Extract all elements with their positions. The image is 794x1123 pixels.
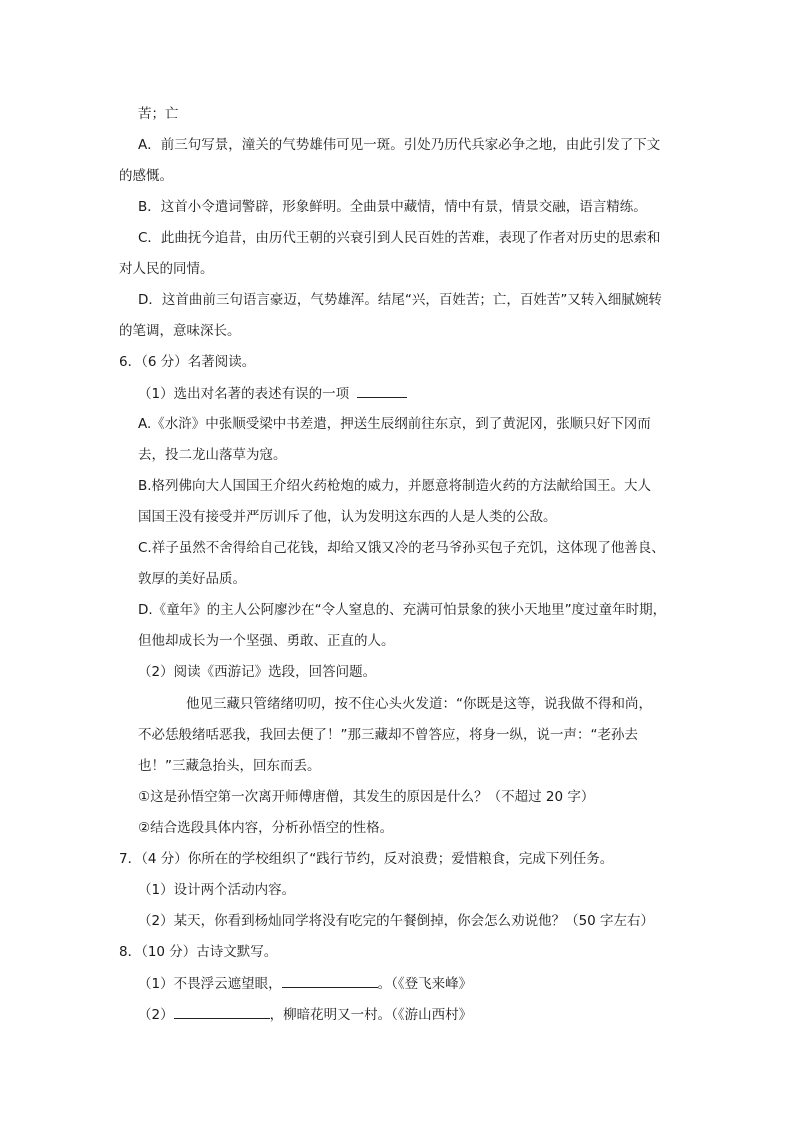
option-continuation: 苦；亡 bbox=[138, 106, 179, 122]
q8-1-prefix: （1）不畏浮云遮望眼， bbox=[138, 976, 282, 992]
q6-option-b-cont: 国国王没有接受并严厉训斥了他，认为发明这东西的人是人类的公敌。 bbox=[138, 509, 557, 525]
sub-question-2: ②结合选段具体内容，分析孙悟空的性格。 bbox=[138, 820, 394, 836]
answer-blank bbox=[174, 1004, 270, 1019]
q6-option-a: A.《水浒》中张顺受梁中书差遣，押送生辰纲前往东京，到了黄泥冈，张顺只好下冈而 bbox=[138, 416, 651, 432]
q6-option-b: B.格列佛向大人国国王介绍火药枪炮的威力，并愿意将制造火药的方法献给国王。大人 bbox=[138, 478, 652, 494]
answer-blank bbox=[357, 383, 407, 398]
option-a: A．前三句写景，潼关的气势雄伟可见一斑。引处乃历代兵家必争之地，由此引发了下文 bbox=[138, 137, 661, 153]
sub-question-1: ①这是孙悟空第一次离开师傅唐僧，其发生的原因是什么？（不超过 20 字） bbox=[138, 789, 595, 805]
answer-blank bbox=[282, 973, 378, 988]
q6-option-d-cont: 但他却成长为一个坚强、勇敢、正直的人。 bbox=[138, 633, 395, 649]
question-6-1-prompt bbox=[138, 383, 407, 404]
option-d-cont: 的笔调，意味深长。 bbox=[119, 323, 241, 339]
q6-option-c: C.祥子虽然不舍得给自己花钱，却给又饿又冷的老马爷孙买包子充饥，这体现了他善良、 bbox=[138, 540, 665, 556]
question-7-2: （2）某天，你看到杨灿同学将没有吃完的午餐倒掉，你会怎么劝说他？（50 字左右） bbox=[138, 913, 655, 929]
question-8-heading: 8．（10 分）古诗文默写。 bbox=[119, 944, 278, 960]
q6-option-c-cont: 敦厚的美好品质。 bbox=[138, 571, 246, 587]
q8-2-suffix: ，柳暗花明又一村。（《游山西村》 bbox=[269, 1007, 473, 1023]
passage-line: 他见三藏只管绪绪叨叨，按不住心头火发道：“你既是这等，说我做不得和尚， bbox=[186, 696, 652, 712]
question-7-heading: 7．（4 分）你所在的学校组织了“践行节约，反对浪费；爱惜粮食，完成下列任务。 bbox=[119, 851, 614, 867]
option-c: C．此曲抚今追昔，由历代王朝的兴衰引到人民百姓的苦难，表现了作者对历史的思索和 bbox=[138, 230, 661, 246]
question-6-2-prompt: （2）阅读《西游记》选段，回答问题。 bbox=[138, 664, 377, 680]
q8-2-prefix: （2） bbox=[138, 1007, 174, 1023]
option-d: D．这首曲前三句语言豪迈，气势雄浑。结尾“兴，百姓苦；亡，百姓苦”又转入细腻婉转 bbox=[138, 292, 662, 308]
question-6-1-text: （1）选出对名著的表述有误的一项 bbox=[138, 386, 350, 402]
option-c-cont: 对人民的同情。 bbox=[119, 261, 214, 277]
question-6-heading: 6．（6 分）名著阅读。 bbox=[119, 354, 256, 370]
q6-option-a-cont: 去，投二龙山落草为寇。 bbox=[138, 447, 287, 463]
option-b: B．这首小令遣词警辟，形象鲜明。全曲景中藏情，情中有景，情景交融，语言精练。 bbox=[138, 199, 647, 215]
q8-1-suffix: 。（《登飞来峰》 bbox=[377, 976, 473, 992]
passage-line: 不必恁般绪咶恶我，我回去便了！”那三藏却不曾答应，将身一纵，说一声：“老孙去 bbox=[138, 727, 638, 743]
question-7-1: （1）设计两个活动内容。 bbox=[138, 882, 296, 898]
passage-line: 也！”三藏急抬头，回东而丢。 bbox=[138, 758, 321, 774]
question-8-1 bbox=[138, 973, 472, 994]
question-8-2 bbox=[138, 1004, 472, 1025]
option-a-cont: 的感慨。 bbox=[119, 168, 173, 184]
q6-option-d: D.《童年》的主人公阿廖沙在“令人窒息的、充满可怕景象的狭小天地里”度过童年时期， bbox=[138, 602, 667, 618]
